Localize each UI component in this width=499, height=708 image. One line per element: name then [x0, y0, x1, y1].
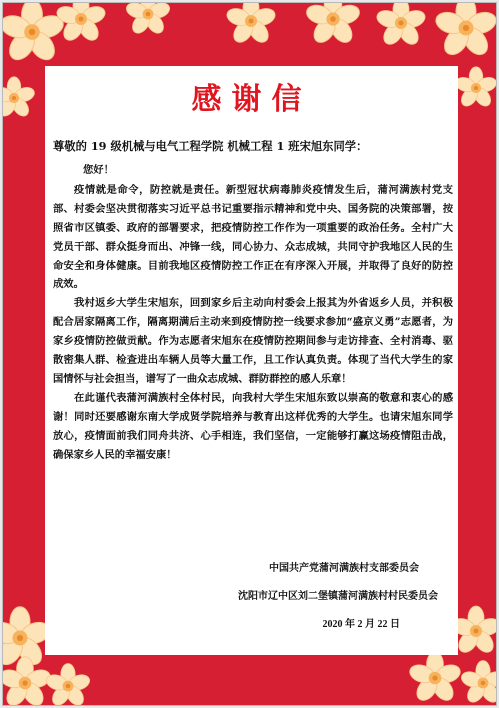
orange-flower-icon	[303, 2, 363, 49]
letter-body	[53, 161, 453, 465]
orange-flower-icon	[458, 658, 497, 706]
letter-paragraph: 疫情就是命令，防控就是责任。新型冠状病毒肺炎疫情发生后，蒲河满族村党支部、村委会坚决贯彻落实习近平总书记重要指示精神和党中央、国务院的决策部署，按照省市区镇委、政府的部署要求，把疫情防控工作作为一项重要的政治任务。全村广大党员干部、群众挺身而出、冲锋一线，同心协力、众志成城，共同守护我地区人民的生命安全和身体健康。目前我地区疫情防控工作正在有序深入开展，并取得了良好的防控成效。	[53, 183, 453, 291]
letter-paragraph: 我村返乡大学生宋旭东，回到家乡后主动向村委会上报其为外省返乡人员，并积极配合居家隔离工作，隔离期满后主动来到疫情防控一线要求参加“盛京义勇”志愿者，为家乡疫情防控做贡献。作为志愿者宋旭东在疫情防控期间参与走访排查、全村消毒、驱散密集人群、检查进出车辆人员等大量工作，且工作认真负责。体现了当代大学生的家国情怀与社会担当，谱写了一曲众志成城、群防群控的感人乐章！	[53, 297, 453, 385]
orange-flower-icon	[123, 2, 173, 39]
orange-flower-icon	[223, 2, 279, 49]
letter-title: 感谢信	[191, 82, 312, 117]
letter-date: 2020 年 2 月 22 日	[322, 619, 400, 630]
letter-page	[2, 2, 497, 706]
orange-flower-icon	[53, 2, 109, 47]
orange-flower-icon	[2, 73, 39, 123]
signature-party-branch: 中国共产党蒲河满族村支部委员会	[269, 563, 419, 574]
letter-addressee: 尊敬的 19 级机械与电气工程学院 机械工程 1 班宋旭东同学：	[53, 139, 368, 153]
letter-salutation: 您好！	[83, 164, 114, 176]
orange-flower-icon	[373, 2, 429, 51]
orange-flower-icon	[431, 2, 497, 63]
signature-village-committee: 沈阳市辽中区刘二堡镇蒲河满族村村民委员会	[238, 591, 438, 602]
letter-sheet	[45, 66, 458, 655]
orange-flower-icon	[43, 661, 93, 706]
letter-paragraph: 在此谨代表蒲河满族村全体村民，向我村大学生宋旭东致以崇高的敬意和衷心的感谢！同时还要感谢东南大学成贤学院培养与教育出这样优秀的大学生。也请宋旭东同学放心，疫情面前我们同舟共济、心手相连，我们坚信，一定能够打赢这场疫情阻击战，确保家乡人民的幸福安康！	[53, 391, 453, 461]
